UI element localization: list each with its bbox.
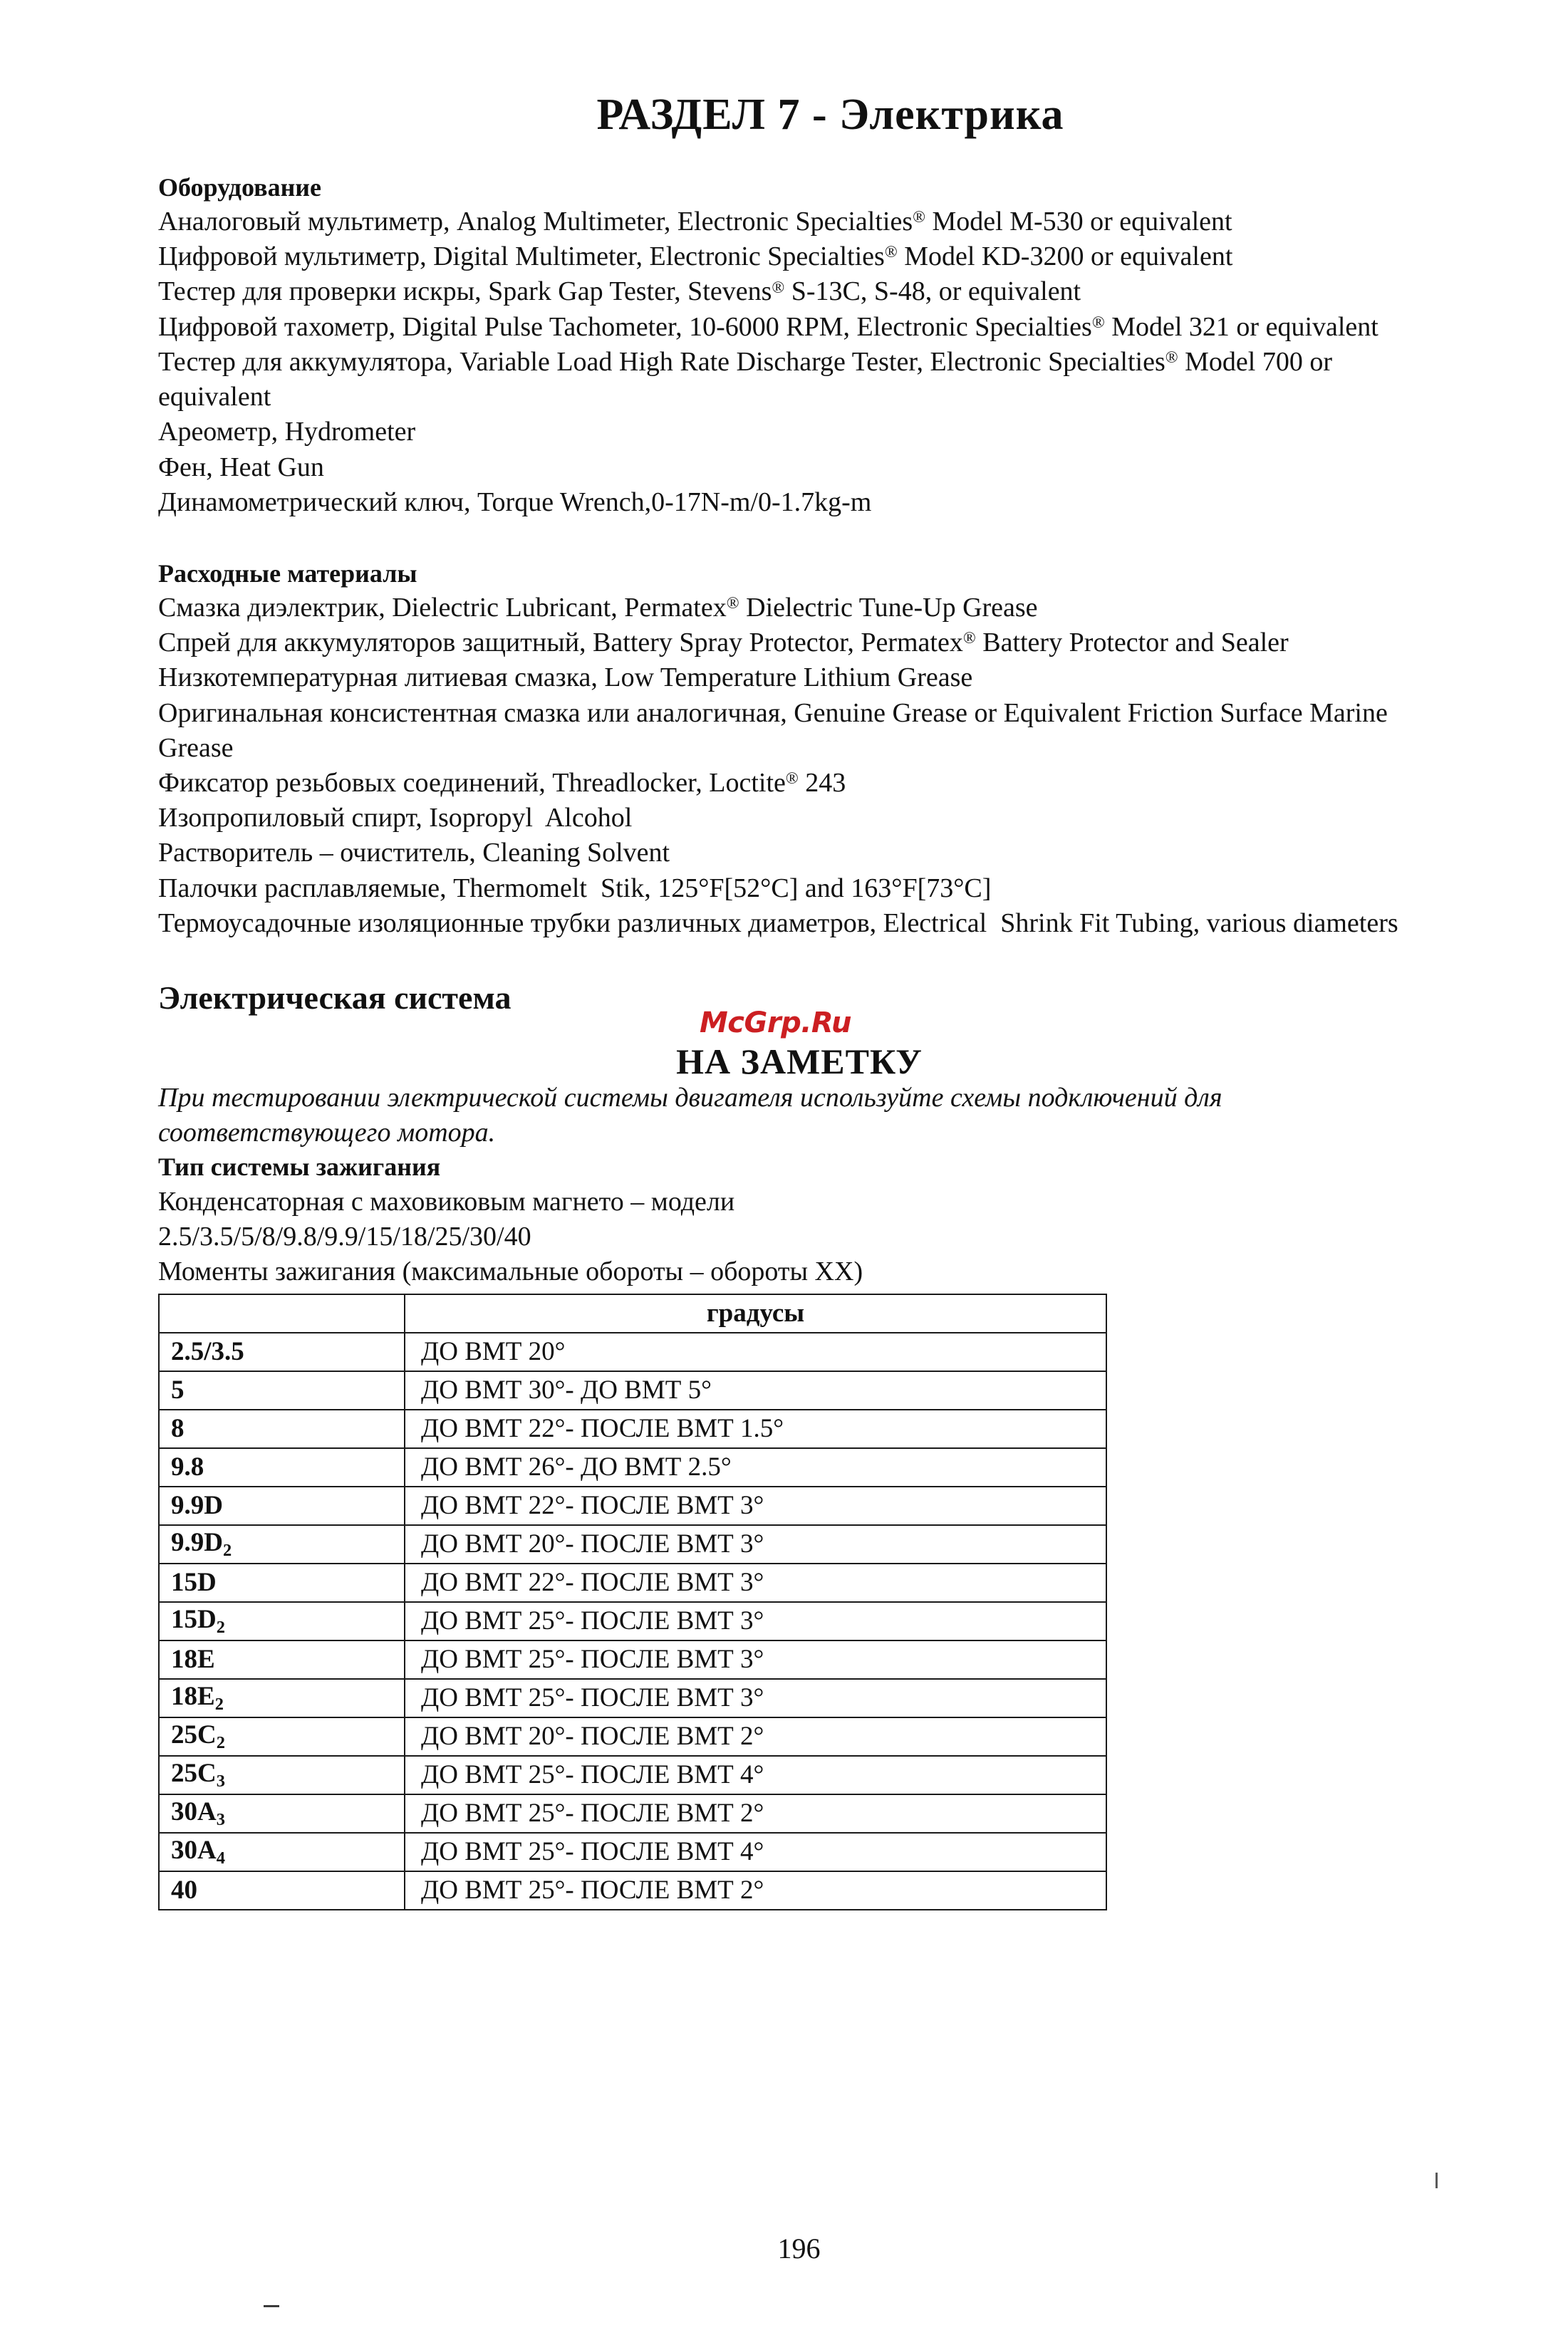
cell-model: $25C_3$	[159, 1756, 405, 1794]
table-header	[159, 1294, 1106, 1333]
table-row	[159, 1833, 1106, 1871]
equipment-line-0: Аналоговый мультиметр, Analog Multimeter, Electronic Specialties® Model M-530 or equivalent	[158, 207, 1232, 237]
equipment-line-6: Фен, Heat Gun	[158, 452, 324, 482]
column-header-model	[159, 1294, 405, 1333]
table-header-row	[159, 1294, 1106, 1333]
model-subscript: 3	[216, 1771, 225, 1791]
spacer	[158, 520, 1440, 557]
table-row	[159, 1794, 1106, 1833]
consumable-line-3: Оригинальная консистентная смазка или аналогичная, Genuine Grease or Equivalent Friction Surface Marine Grease	[158, 697, 1395, 763]
equipment-line-4: Тестер для аккумулятора, Variable Load High Rate Discharge Tester, Electronic Specialties® Model 700 or equivalent	[158, 346, 1339, 412]
ignition-description-line-1: Конденсаторная с маховиковым магнето – модели	[158, 1186, 735, 1217]
cell-degrees: ДО ВМТ 30°- ДО ВМТ 5°	[405, 1371, 1106, 1410]
cell-degrees: ДО ВМТ 25°- ПОСЛЕ ВМТ 4°	[405, 1833, 1106, 1871]
registered-trademark-icon: ®	[1091, 313, 1105, 332]
table-row	[159, 1448, 1106, 1487]
consumables-heading: Расходные материалы	[158, 558, 417, 588]
consumable-line-4: Фиксатор резьбовых соединений, Threadlocker, Loctite® 243	[158, 768, 846, 798]
cell-model: 8	[159, 1410, 405, 1448]
consumable-line-1: Спрей для аккумуляторов защитный, Battery Spray Protector, Permatex® Battery Protector and Sealer	[158, 628, 1289, 658]
note-title: НА ЗАМЕТКУ	[676, 1041, 923, 1082]
table-row	[159, 1640, 1106, 1679]
column-header-degrees: градусы	[405, 1294, 1106, 1333]
scan-artifact-right	[1435, 2173, 1438, 2188]
spacer	[158, 941, 1440, 978]
cell-model: $18E_2$	[159, 1679, 405, 1717]
cell-model: $15D_2$	[159, 1602, 405, 1640]
consumable-line-2: Низкотемпературная литиевая смазка, Low Temperature Lithium Grease	[158, 662, 973, 693]
cell-degrees: ДО ВМТ 25°- ПОСЛЕ ВМТ 3°	[405, 1602, 1106, 1640]
cell-model: 5	[159, 1371, 405, 1410]
cell-degrees: ДО ВМТ 20°	[405, 1333, 1106, 1371]
table-row	[159, 1564, 1106, 1602]
note-block	[158, 1007, 1440, 1082]
table-row	[159, 1679, 1106, 1717]
scan-artifact-bottom	[264, 2305, 279, 2307]
model-subscript: 3	[216, 1809, 225, 1829]
cell-degrees: ДО ВМТ 25°- ПОСЛЕ ВМТ 3°	[405, 1679, 1106, 1717]
consumable-line-7: Палочки расплавляемые, Thermomelt Stik, 125°F[52°C] and 163°F[73°C]	[158, 873, 992, 903]
cell-model: 40	[159, 1871, 405, 1910]
cell-model: 15D	[159, 1564, 405, 1602]
cell-degrees: ДО ВМТ 25°- ПОСЛЕ ВМТ 3°	[405, 1640, 1106, 1679]
model-subscript: 2	[216, 1617, 225, 1637]
cell-degrees: ДО ВМТ 25°- ПОСЛЕ ВМТ 2°	[405, 1871, 1106, 1910]
timing-table-caption: Моменты зажигания (максимальные обороты – обороты ХХ)	[158, 1256, 863, 1286]
consumable-line-8: Термоусадочные изоляционные трубки различных диаметров, Electrical Shrink Fit Tubing, various diameters	[158, 908, 1398, 938]
cell-model: $30A_4$	[159, 1833, 405, 1871]
ignition-timing-table	[158, 1294, 1107, 1910]
registered-trademark-icon: ®	[1165, 348, 1178, 367]
equipment-line-7: Динамометрический ключ, Torque Wrench,0-17N-m/0-1.7kg-m	[158, 487, 872, 517]
registered-trademark-icon: ®	[884, 243, 898, 262]
consumable-line-5: Изопропиловый спирт, Isopropyl Alcohol	[158, 803, 633, 833]
model-subscript: 2	[214, 1694, 224, 1714]
table-row	[159, 1602, 1106, 1640]
equipment-line-3: Цифровой тахометр, Digital Pulse Tachometer, 10-6000 RPM, Electronic Specialties® Model 321 or equivalent	[158, 311, 1379, 342]
model-subscript: 4	[216, 1848, 225, 1868]
cell-model: 2.5/3.5	[159, 1333, 405, 1371]
table-row	[159, 1525, 1106, 1564]
page-number: 196	[777, 2232, 821, 2264]
cell-degrees: ДО ВМТ 20°- ПОСЛЕ ВМТ 3°	[405, 1525, 1106, 1564]
consumable-line-6: Растворитель – очиститель, Cleaning Solvent	[158, 838, 670, 868]
cell-model: 9.8	[159, 1448, 405, 1487]
equipment-line-2: Тестер для проверки искры, Spark Gap Tester, Stevens® S-13C, S-48, or equivalent	[158, 276, 1081, 307]
equipment-heading: Оборудование	[158, 173, 322, 202]
equipment-line-1: Цифровой мультиметр, Digital Multimeter, Electronic Specialties® Model KD-3200 or equivalent	[158, 241, 1233, 272]
consumables-list	[158, 591, 1440, 941]
table-body	[159, 1333, 1106, 1910]
cell-model: $9.9D_2$	[159, 1525, 405, 1564]
ignition-description-line-2: 2.5/3.5/5/8/9.8/9.9/15/18/25/30/40	[158, 1221, 531, 1252]
table-row	[159, 1756, 1106, 1794]
cell-model: 9.9D	[159, 1487, 405, 1525]
equipment-line-5: Ареометр, Hydrometer	[158, 417, 416, 447]
cell-degrees: ДО ВМТ 20°- ПОСЛЕ ВМТ 2°	[405, 1717, 1106, 1756]
table-row	[159, 1410, 1106, 1448]
page-title: РАЗДЕЛ 7 - Электрика	[596, 90, 1064, 139]
consumable-line-0: Смазка диэлектрик, Dielectric Lubricant, Permatex® Dielectric Tune-Up Grease	[158, 592, 1038, 623]
cell-model: $25C_2$	[159, 1717, 405, 1756]
cell-degrees: ДО ВМТ 22°- ПОСЛЕ ВМТ 3°	[405, 1564, 1106, 1602]
model-subscript: 2	[222, 1540, 232, 1560]
watermark-mcgrp: McGrp.Ru	[700, 1007, 851, 1040]
equipment-list	[158, 204, 1440, 520]
registered-trademark-icon: ®	[913, 208, 925, 227]
table-row	[159, 1871, 1106, 1910]
registered-trademark-icon: ®	[962, 629, 976, 648]
table-row	[159, 1333, 1106, 1371]
table-row	[159, 1487, 1106, 1525]
cell-model: $30A_3$	[159, 1794, 405, 1833]
cell-degrees: ДО ВМТ 22°- ПОСЛЕ ВМТ 3°	[405, 1487, 1106, 1525]
table-row	[159, 1371, 1106, 1410]
note-body: При тестировании электрической системы двигателя используйте схемы подключений для соответствующего мотора.	[158, 1082, 1222, 1148]
registered-trademark-icon: ®	[785, 769, 799, 789]
cell-degrees: ДО ВМТ 25°- ПОСЛЕ ВМТ 4°	[405, 1756, 1106, 1794]
cell-degrees: ДО ВМТ 22°- ПОСЛЕ ВМТ 1.5°	[405, 1410, 1106, 1448]
table-row	[159, 1717, 1106, 1756]
model-subscript: 2	[216, 1732, 225, 1752]
electrical-system-heading: Электрическая система	[158, 979, 512, 1016]
document-body	[158, 171, 1440, 1910]
registered-trademark-icon: ®	[726, 594, 739, 613]
ignition-type-heading: Тип системы зажигания	[158, 1153, 441, 1182]
cell-degrees: ДО ВМТ 25°- ПОСЛЕ ВМТ 2°	[405, 1794, 1106, 1833]
cell-degrees: ДО ВМТ 26°- ДО ВМТ 2.5°	[405, 1448, 1106, 1487]
cell-model: 18E	[159, 1640, 405, 1679]
registered-trademark-icon: ®	[772, 278, 785, 297]
